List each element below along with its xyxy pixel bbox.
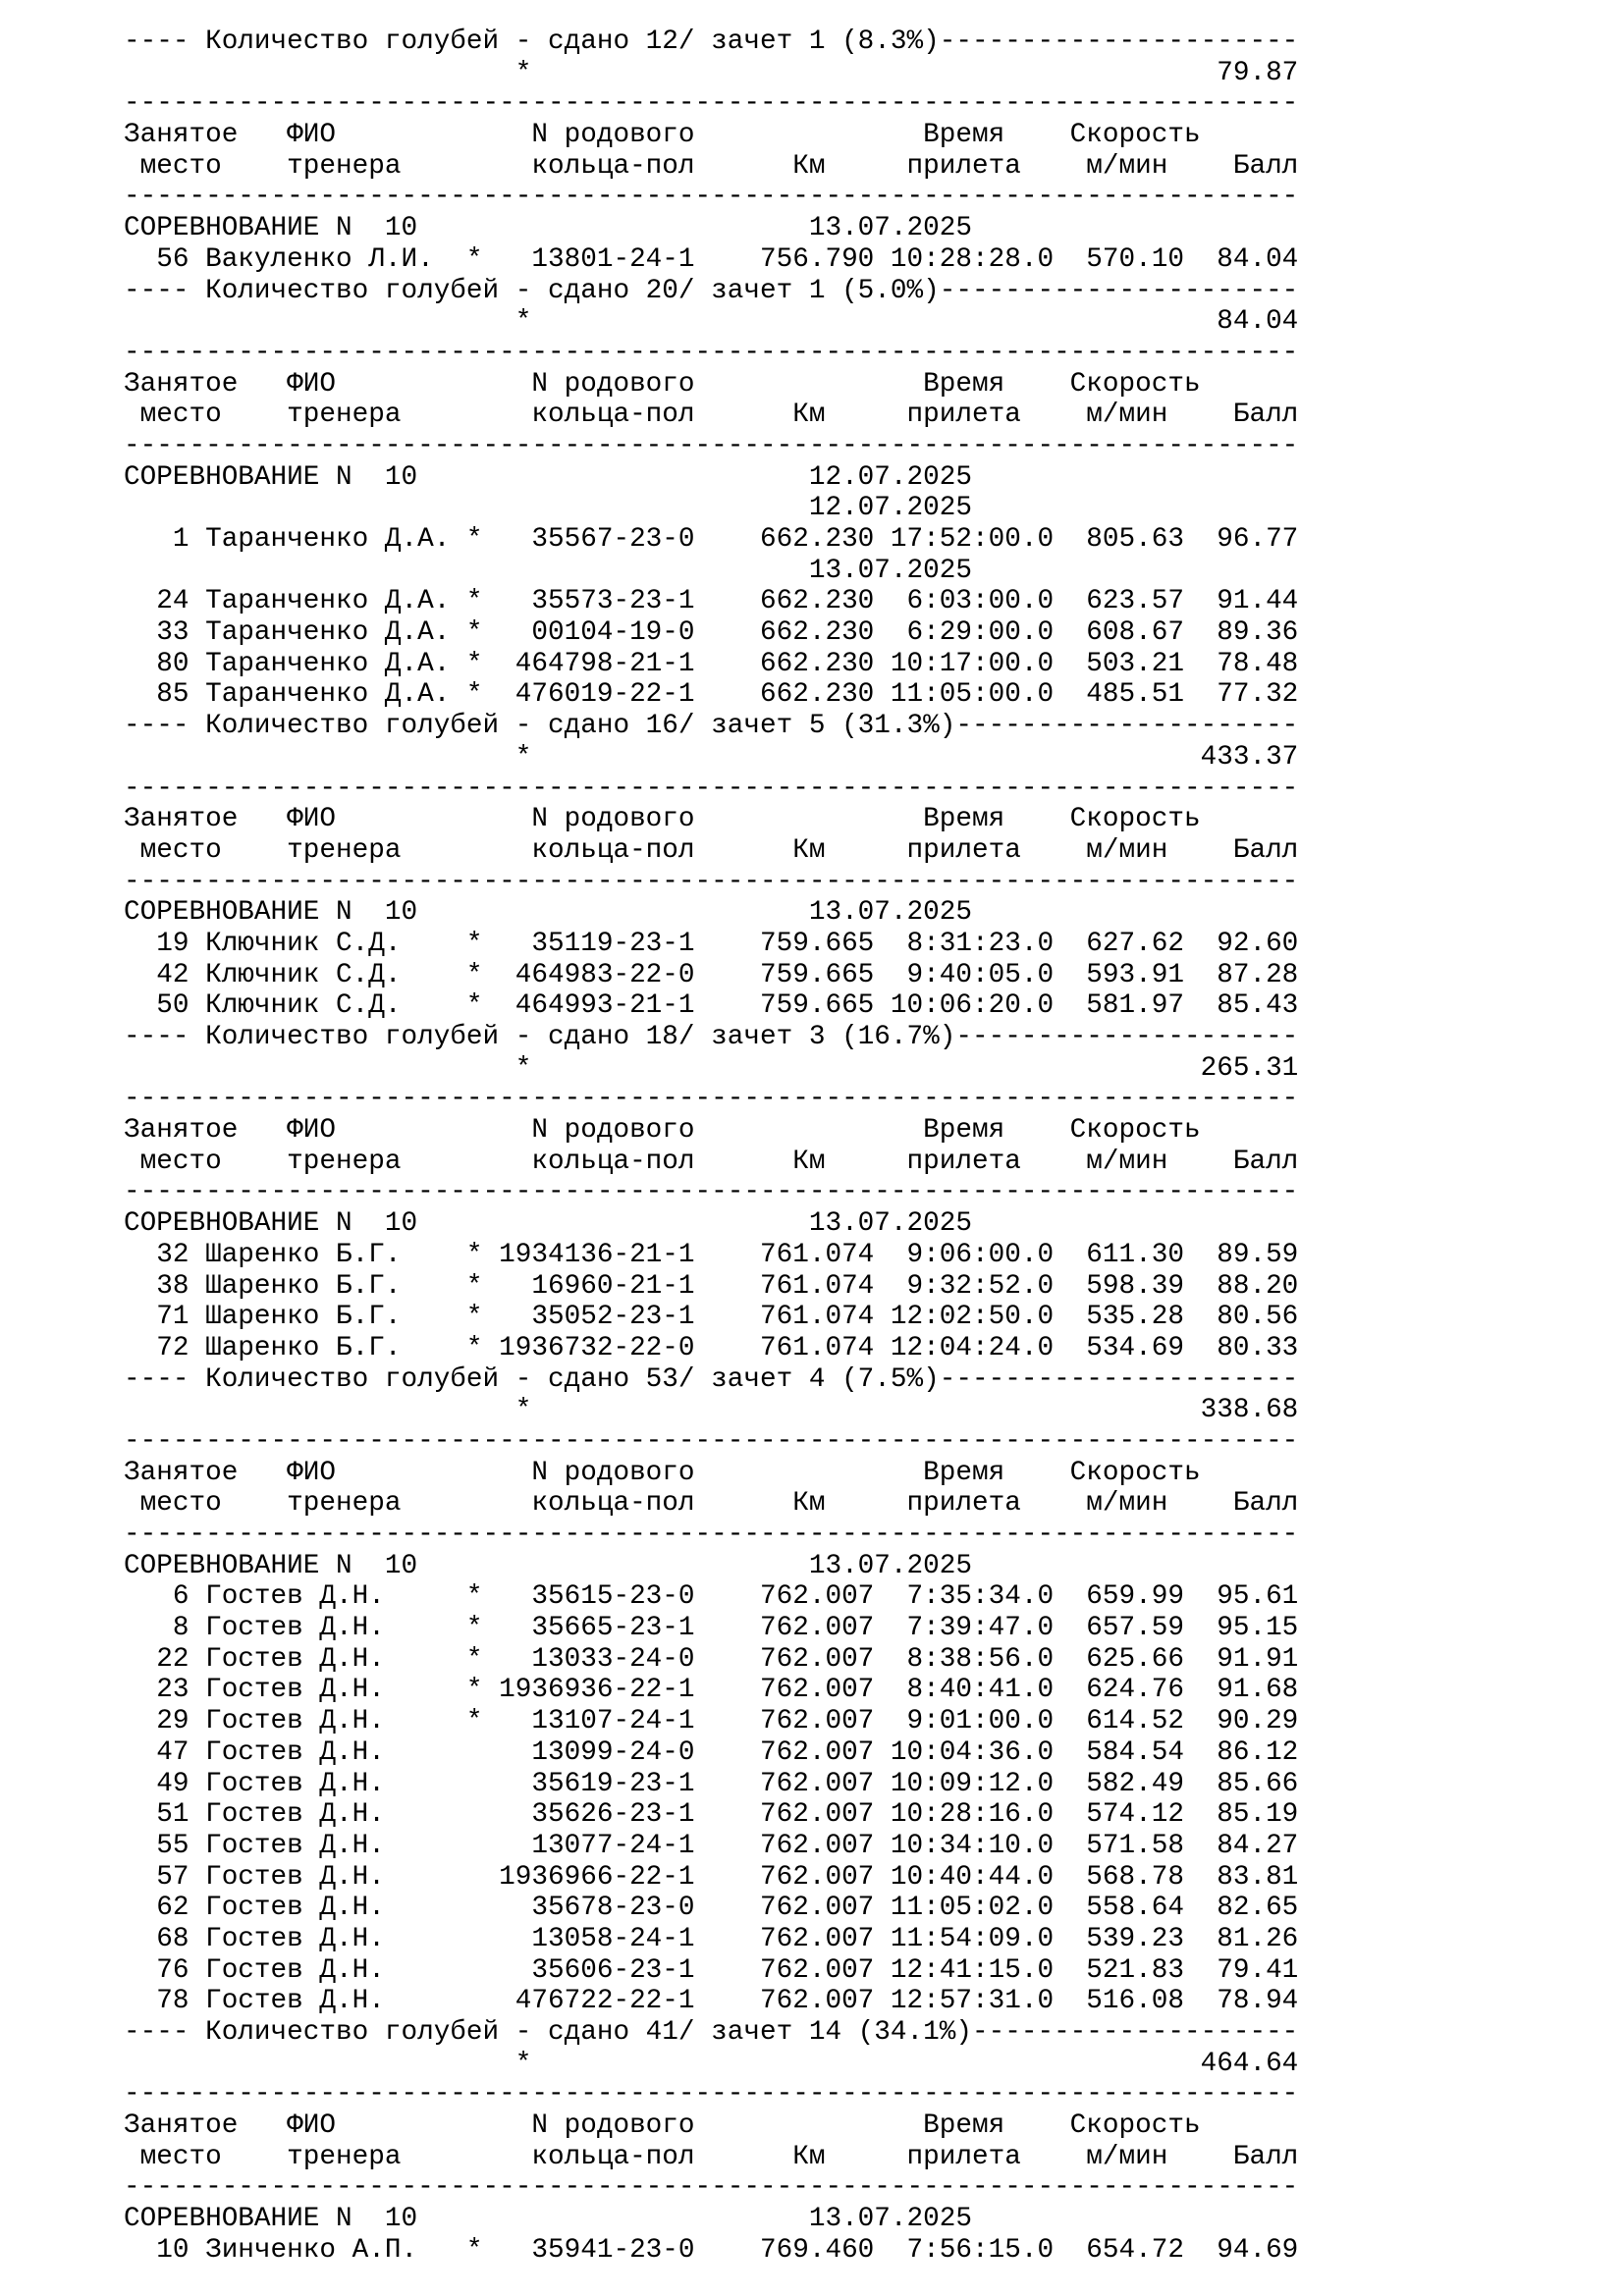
date-line: 13.07.2025 xyxy=(124,555,972,586)
table-header-line-1: Занятое ФИО N родового Время Скорость xyxy=(124,2110,1299,2142)
date-line: 12.07.2025 xyxy=(124,493,972,524)
competition-line: СОРЕВНОВАНИЕ N 10 13.07.2025 xyxy=(124,1208,972,1240)
separator-line: ------------------------------------------------------------------------ xyxy=(124,337,1299,368)
table-header-line-2: место тренера кольца-пол Км прилета м/мин Балл xyxy=(124,1146,1299,1177)
result-row: 78 Гостев Д.Н. 476722-22-1 762.007 12:57:31.0 516.08 78.94 xyxy=(124,1986,1299,2017)
result-row: 80 Таранченко Д.А. * 464798-21-1 662.230 10:17:00.0 503.21 78.48 xyxy=(124,648,1299,679)
result-row: 72 Шаренко Б.Г. * 1936732-22-0 761.074 12:04:24.0 534.69 80.33 xyxy=(124,1332,1299,1363)
table-header-line-1: Занятое ФИО N родового Время Скорость xyxy=(124,368,1299,400)
competition-line: СОРЕВНОВАНИЕ N 10 13.07.2025 xyxy=(124,213,972,244)
competition-line: СОРЕВНОВАНИЕ N 10 12.07.2025 xyxy=(124,461,972,493)
summary-total-line: * 338.68 xyxy=(124,1395,1299,1426)
summary-line: ---- Количество голубей - сдано 12/ зачет 1 (8.3%)---------------------- xyxy=(124,27,1299,57)
separator-line: ------------------------------------------------------------------------ xyxy=(124,2079,1299,2110)
result-row: 23 Гостев Д.Н. * 1936936-22-1 762.007 8:40:41.0 624.76 91.68 xyxy=(124,1675,1299,1706)
table-header-line-2: место тренера кольца-пол Км прилета м/мин Балл xyxy=(124,1488,1299,1520)
summary-total-line: * 433.37 xyxy=(124,741,1299,773)
separator-line: ------------------------------------------------------------------------ xyxy=(124,866,1299,897)
table-header-line-2: место тренера кольца-пол Км прилета м/мин Балл xyxy=(124,400,1299,431)
summary-line: ---- Количество голубей - сдано 20/ зачет 1 (5.0%)---------------------- xyxy=(124,275,1299,306)
result-row: 55 Гостев Д.Н. 13077-24-1 762.007 10:34:10.0 571.58 84.27 xyxy=(124,1830,1299,1861)
separator-line: ------------------------------------------------------------------------ xyxy=(124,1084,1299,1115)
result-row: 6 Гостев Д.Н. * 35615-23-0 762.007 7:35:34.0 659.99 95.61 xyxy=(124,1581,1299,1613)
summary-total-line: * 84.04 xyxy=(124,306,1299,338)
table-header-line-1: Занятое ФИО N родового Время Скорость xyxy=(124,804,1299,835)
table-header-line-1: Занятое ФИО N родового Время Скорость xyxy=(124,1115,1299,1147)
table-header-line-1: Занятое ФИО N родового Время Скорость xyxy=(124,120,1299,151)
table-header-line-2: место тренера кольца-пол Км прилета м/мин Балл xyxy=(124,2141,1299,2172)
separator-line: ------------------------------------------------------------------------ xyxy=(124,773,1299,804)
competition-line: СОРЕВНОВАНИЕ N 10 13.07.2025 xyxy=(124,2204,972,2235)
competition-line: СОРЕВНОВАНИЕ N 10 13.07.2025 xyxy=(124,897,972,929)
result-row: 56 Вакуленко Л.И. * 13801-24-1 756.790 10:28:28.0 570.10 84.04 xyxy=(124,243,1299,275)
result-row: 22 Гостев Д.Н. * 13033-24-0 762.007 8:38:56.0 625.66 91.91 xyxy=(124,1643,1299,1675)
result-row: 50 Ключник С.Д. * 464993-21-1 759.665 10:06:20.0 581.97 85.43 xyxy=(124,990,1299,1022)
summary-line: ---- Количество голубей - сдано 16/ зачет 5 (31.3%)--------------------- xyxy=(124,711,1299,742)
separator-line: ------------------------------------------------------------------------ xyxy=(124,1177,1299,1208)
result-row: 85 Таранченко Д.А. * 476019-22-1 662.230 11:05:00.0 485.51 77.32 xyxy=(124,679,1299,711)
separator-line: ------------------------------------------------------------------------ xyxy=(124,182,1299,213)
separator-line: ------------------------------------------------------------------------ xyxy=(124,2172,1299,2204)
result-row: 29 Гостев Д.Н. * 13107-24-1 762.007 9:01:00.0 614.52 90.29 xyxy=(124,1706,1299,1737)
result-row: 68 Гостев Д.Н. 13058-24-1 762.007 11:54:09.0 539.23 81.26 xyxy=(124,1923,1299,1954)
separator-line: ------------------------------------------------------------------------ xyxy=(124,1520,1299,1550)
result-row: 49 Гостев Д.Н. 35619-23-1 762.007 10:09:12.0 582.49 85.66 xyxy=(124,1768,1299,1799)
summary-line: ---- Количество голубей - сдано 18/ зачет 3 (16.7%)--------------------- xyxy=(124,1022,1299,1052)
result-row: 62 Гостев Д.Н. 35678-23-0 762.007 11:05:02.0 558.64 82.65 xyxy=(124,1893,1299,1924)
result-row: 38 Шаренко Б.Г. * 16960-21-1 761.074 9:32:52.0 598.39 88.20 xyxy=(124,1270,1299,1302)
result-row: 42 Ключник С.Д. * 464983-22-0 759.665 9:40:05.0 593.91 87.28 xyxy=(124,959,1299,990)
separator-line: ------------------------------------------------------------------------ xyxy=(124,1425,1299,1457)
result-row: 71 Шаренко Б.Г. * 35052-23-1 761.074 12:02:50.0 535.28 80.56 xyxy=(124,1302,1299,1333)
table-header-line-2: место тренера кольца-пол Км прилета м/мин Балл xyxy=(124,150,1299,182)
table-header-line-2: место тренера кольца-пол Км прилета м/мин Балл xyxy=(124,834,1299,866)
summary-total-line: * 464.64 xyxy=(124,2048,1299,2079)
separator-line: ------------------------------------------------------------------------ xyxy=(124,430,1299,461)
result-row: 33 Таранченко Д.А. * 00104-19-0 662.230 6:29:00.0 608.67 89.36 xyxy=(124,617,1299,649)
result-row: 1 Таранченко Д.А. * 35567-23-0 662.230 17:52:00.0 805.63 96.77 xyxy=(124,524,1299,555)
result-row: 8 Гостев Д.Н. * 35665-23-1 762.007 7:39:47.0 657.59 95.15 xyxy=(124,1613,1299,1644)
result-row: 47 Гостев Д.Н. 13099-24-0 762.007 10:04:36.0 584.54 86.12 xyxy=(124,1736,1299,1768)
competition-line: СОРЕВНОВАНИЕ N 10 13.07.2025 xyxy=(124,1550,972,1581)
result-row: 51 Гостев Д.Н. 35626-23-1 762.007 10:28:16.0 574.12 85.19 xyxy=(124,1799,1299,1831)
result-row: 10 Зинченко А.П. * 35941-23-0 769.460 7:56:15.0 654.72 94.69 xyxy=(124,2234,1299,2266)
result-row: 24 Таранченко Д.А. * 35573-23-1 662.230 6:03:00.0 623.57 91.44 xyxy=(124,586,1299,617)
result-row: 32 Шаренко Б.Г. * 1934136-21-1 761.074 9:06:00.0 611.30 89.59 xyxy=(124,1239,1299,1270)
summary-total-line: * 79.87 xyxy=(124,57,1299,88)
result-row: 57 Гостев Д.Н. 1936966-22-1 762.007 10:40:44.0 568.78 83.81 xyxy=(124,1861,1299,1893)
result-row: 19 Ключник С.Д. * 35119-23-1 759.665 8:31:23.0 627.62 92.60 xyxy=(124,928,1299,959)
summary-total-line: * 265.31 xyxy=(124,1052,1299,1084)
result-row: 76 Гостев Д.Н. 35606-23-1 762.007 12:41:15.0 521.83 79.41 xyxy=(124,1954,1299,1986)
separator-line: ------------------------------------------------------------------------ xyxy=(124,88,1299,120)
summary-line: ---- Количество голубей - сдано 41/ зачет 14 (34.1%)-------------------- xyxy=(124,2017,1299,2048)
table-header-line-1: Занятое ФИО N родового Время Скорость xyxy=(124,1457,1299,1488)
summary-line: ---- Количество голубей - сдано 53/ зачет 4 (7.5%)---------------------- xyxy=(124,1363,1299,1395)
